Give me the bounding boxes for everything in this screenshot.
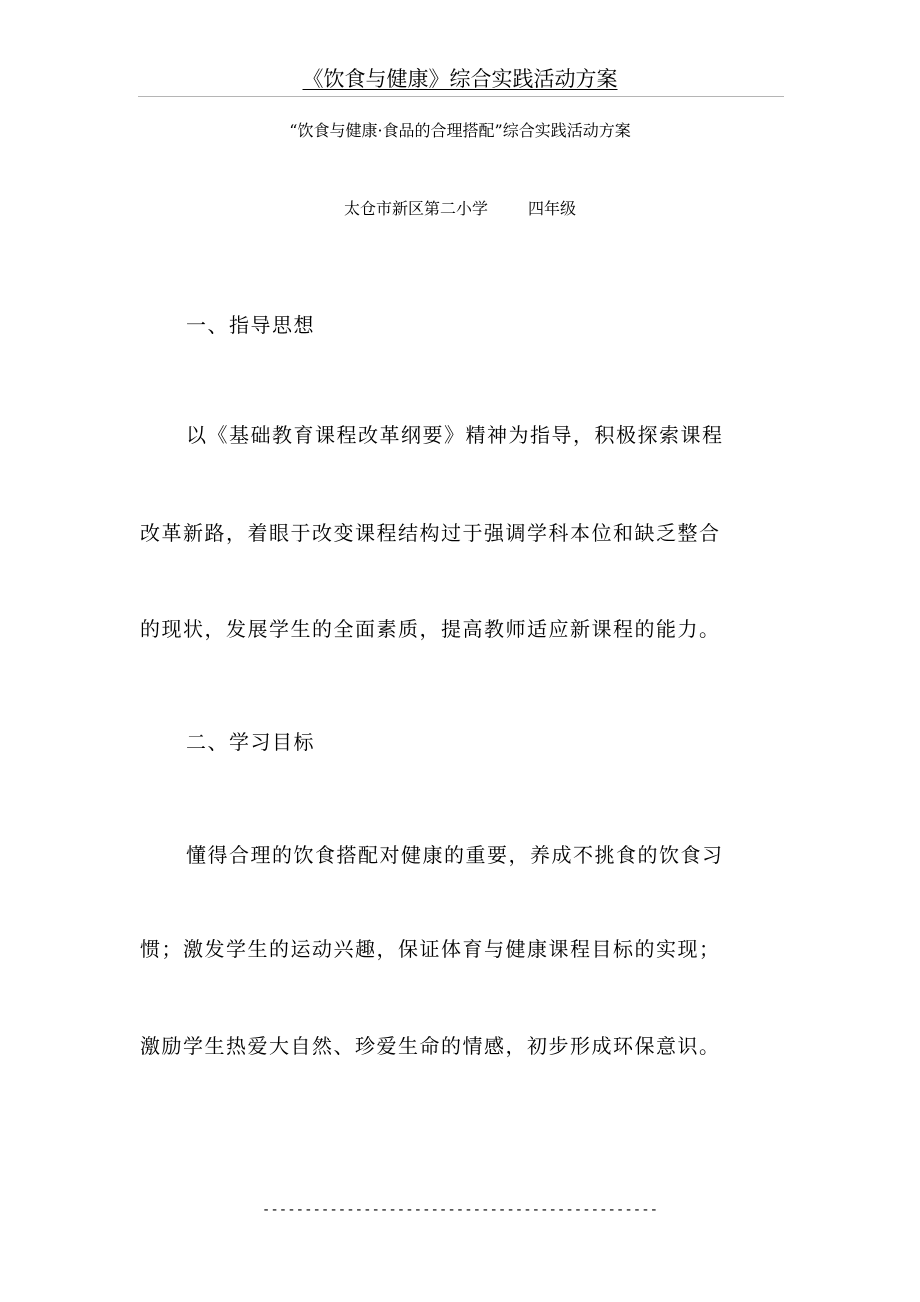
paragraph-line: 的现状，发展学生的全面素质，提高教师适应新课程的能力。: [140, 617, 721, 641]
section-heading-learning-goals: 二、学习目标: [186, 730, 315, 754]
header-divider: [138, 96, 784, 97]
school-name: 太仓市新区第二小学: [343, 199, 488, 218]
footer-dashed-line: -----------------------------------------------: [261, 1202, 659, 1218]
document-title: “饮食与健康·食品的合理搭配”综合实践活动方案: [289, 121, 631, 140]
paragraph-line: 激励学生热爱大自然、珍爱生命的情感，初步形成环保意识。: [140, 1034, 721, 1058]
page-header-title: 《饮食与健康》综合实践活动方案: [302, 67, 618, 91]
paragraph-line: 改革新路，着眼于改变课程结构过于强调学科本位和缺乏整合: [140, 521, 721, 545]
document-subtitle: [0, 196, 920, 222]
section-heading-guiding-ideology: 一、指导思想: [186, 313, 315, 337]
paragraph-line: 惯；激发学生的运动兴趣，保证体育与健康课程目标的实现；: [140, 937, 721, 961]
paragraph-line: 懂得合理的饮食搭配对健康的重要，养成不挑食的饮食习: [186, 843, 724, 867]
paragraph-line: 以《基础教育课程改革纲要》精神为指导，积极探索课程: [186, 423, 724, 447]
grade-level: 四年级: [528, 199, 577, 218]
